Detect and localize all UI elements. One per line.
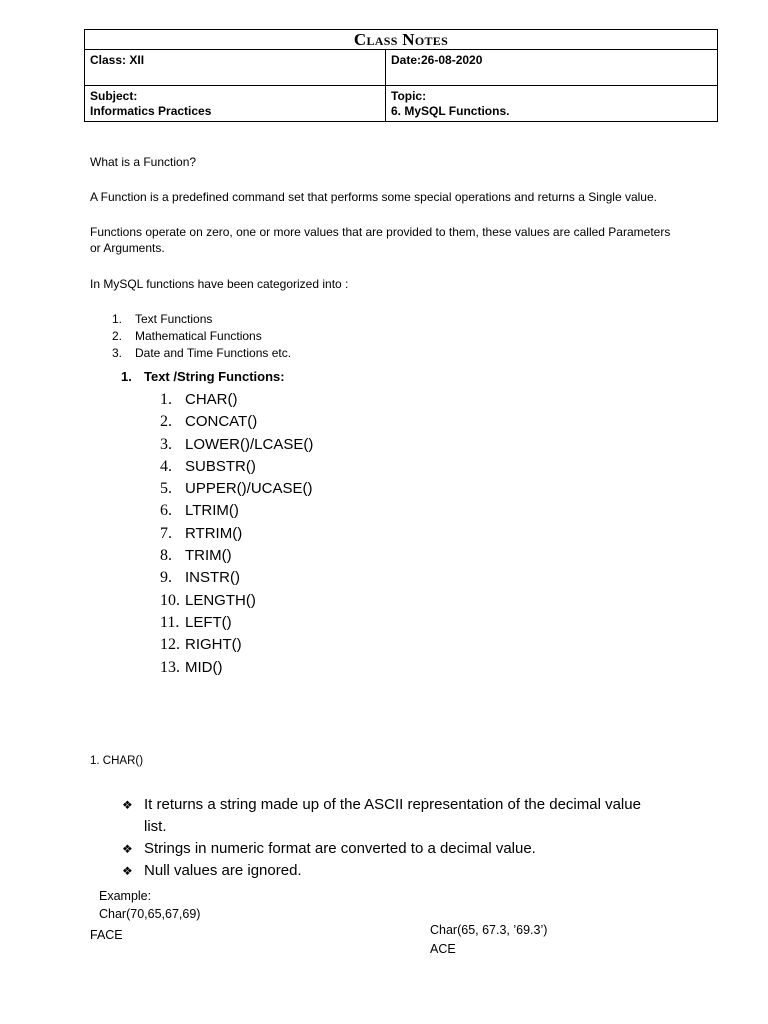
list-item-number: 4.: [160, 457, 172, 475]
list-item-label: LTRIM(): [185, 502, 239, 520]
list-item-label: TRIM(): [185, 547, 232, 565]
example-label: Example:: [99, 889, 152, 903]
list-item-number: 11.: [160, 613, 180, 631]
list-item: [160, 567, 313, 589]
list-item-number: 2.: [160, 413, 172, 431]
header-row-subject-topic: [85, 86, 717, 121]
diamond-bullet-icon: ❖: [122, 842, 133, 856]
diamond-bullet-icon: ❖: [122, 864, 133, 878]
list-item-number: 1.: [160, 391, 172, 408]
heading-number: 1.: [121, 369, 132, 384]
text-functions-list: [160, 389, 313, 679]
list-item: [160, 545, 313, 567]
list-item: [160, 500, 313, 522]
list-item-number: 13.: [160, 658, 180, 676]
char-section-heading: 1. CHAR(): [90, 755, 144, 767]
list-item-number: 6.: [160, 502, 172, 520]
list-item-label: LENGTH(): [185, 591, 256, 609]
list-item: [160, 478, 313, 500]
date-cell: Date:26-08-2020: [391, 53, 483, 67]
list-item: [160, 389, 313, 411]
list-item: [112, 311, 291, 328]
function-definition: A Function is a predefined command set that performs some special operations and returns a Single value.: [90, 190, 657, 204]
list-item-label: LEFT(): [185, 613, 232, 631]
example1-query: Char(70,65,67,69): [99, 907, 201, 921]
list-item-label: MID(): [185, 658, 223, 676]
list-item-label: Mathematical Functions: [135, 329, 262, 343]
heading-label: Text /String Functions:: [144, 369, 285, 384]
bullet-line-1: Null values are ignored.: [144, 862, 302, 879]
categories-intro: In MySQL functions have been categorized into :: [90, 277, 349, 291]
topic-label: Topic:: [391, 89, 427, 103]
list-item-number: 5.: [160, 480, 172, 498]
bullet-item: [122, 838, 692, 860]
char-bullets: [122, 794, 692, 882]
intro-question: What is a Function?: [90, 155, 197, 169]
list-item: [160, 411, 313, 433]
example1-result: FACE: [90, 928, 123, 942]
list-item: [160, 434, 313, 456]
text-functions-heading: [121, 369, 285, 385]
subject-label: Subject:: [90, 89, 138, 103]
subject-cell: [85, 86, 386, 121]
list-item: [160, 612, 313, 634]
list-item-number: 1.: [112, 312, 123, 326]
list-item-number: 3.: [160, 435, 172, 453]
bullet-line-1: Strings in numeric format are converted to a decimal value.: [144, 840, 536, 857]
header-row-class-date: [85, 50, 717, 86]
list-item-number: 2.: [112, 329, 123, 343]
subject-value: Informatics Practices: [90, 104, 212, 118]
list-item: [160, 657, 313, 679]
list-item-label: RTRIM(): [185, 524, 243, 542]
list-item-label: INSTR(): [185, 569, 240, 587]
list-item: [160, 590, 313, 612]
list-item-number: 3.: [112, 346, 123, 360]
list-item-label: Text Functions: [135, 312, 213, 326]
list-item-number: 8.: [160, 547, 172, 565]
list-item: [160, 523, 313, 545]
list-item: [112, 328, 291, 345]
list-item-label: UPPER()/UCASE(): [185, 480, 313, 498]
example1-result-block: [90, 926, 123, 944]
bullet-item: [122, 794, 692, 838]
list-item-label: LOWER()/LCASE(): [185, 435, 314, 453]
example2-block: [430, 921, 547, 959]
categories-list: [112, 311, 291, 362]
list-item-number: 10.: [160, 591, 180, 609]
bullet-line-1: It returns a string made up of the ASCII representation of the decimal value: [144, 796, 641, 813]
list-item-number: 9.: [160, 569, 172, 587]
example2-result: ACE: [430, 942, 456, 956]
class-notes-header-table: [84, 29, 718, 122]
class-cell: Class: XII: [85, 50, 386, 85]
list-item: [112, 345, 291, 362]
list-item-label: RIGHT(): [185, 636, 242, 654]
header-title: Class Notes: [85, 30, 717, 50]
parameters-line-1: Functions operate on zero, one or more values that are provided to them, these values are called Parameters: [90, 225, 671, 239]
bullet-line-2: list.: [144, 818, 167, 835]
list-item-number: 7.: [160, 524, 172, 542]
example2-query: Char(65, 67.3, ’69.3’): [430, 923, 548, 937]
diamond-bullet-icon: ❖: [122, 798, 133, 812]
list-item: [160, 456, 313, 478]
bullet-item: [122, 860, 692, 882]
list-item-label: CHAR(): [185, 391, 238, 408]
list-item-number: 12.: [160, 636, 180, 654]
topic-value: 6. MySQL Functions.: [391, 104, 510, 118]
topic-cell: [386, 86, 717, 121]
parameters-line-2: or Arguments.: [90, 241, 165, 255]
list-item-label: SUBSTR(): [185, 457, 256, 475]
list-item: [160, 634, 313, 656]
list-item-label: CONCAT(): [185, 413, 258, 431]
example-block: [99, 887, 200, 923]
list-item-label: Date and Time Functions etc.: [135, 346, 292, 360]
parameters-paragraph: [90, 224, 720, 256]
